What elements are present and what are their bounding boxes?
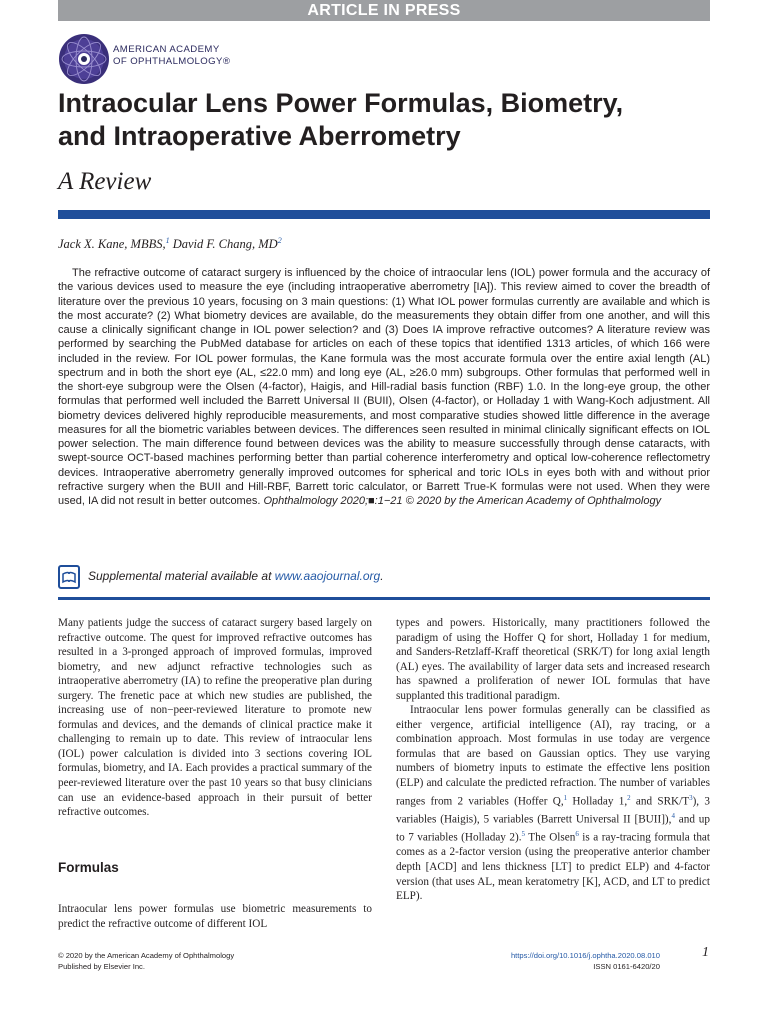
reference-6[interactable]: 6 [575, 830, 579, 839]
formulas-paragraph [58, 891, 372, 942]
text-run: and SRK/T [630, 795, 690, 808]
abstract-body: The refractive outcome of cataract surgery is influenced by the choice of intraocular lens (IOL) power formula and the accuracy of the various devices used to measure the eye (including intraoperative aberrometry [IA]). This review aimed to cover the breadth of literature over the previous 10 years, focusing on 3 main questions: (1) What IOL power formulas currently are available and which is the most accurate? (2) What biometry devices are available, do the measurements they obtain differ from one another, and will this cause a clinically significant change in IOL power selection? and (3) Does IA improve refractive outcomes? A literature review was performed by searching the PubMed database for articles on each of these topics that identified 1313 articles, of which 166 were included in the review. For IOL power formulas, the Kane formula was the most accurate formula over the entire axial length (AL) spectrum and in both the short eye (AL, ≤22.0 mm) and long eye (AL, ≥26.0 mm) subgroups. Other formulas that performed well in the short-eye subgroup were the Olsen (4-factor), Haigis, and Hill-radial basis function (RBF) 1.0. In the long-eye group, the other formulas that performed well included the Barrett Universal II (BUII), Olsen (4-factor), or Holladay 1 with Wang-Koch adjustment. All biometry devices delivered highly reproducible measurements, and most comparative studies showed little difference in the average measures for all the biometric variables between devices. The differences seen resulted in minimal clinically significant effects on IOL power selection. The main difference found between devices was the ability to measure successfully through dense cataracts, with swept-source OCT-based machines performing better than partial coherence interferometry and optical low-coherence reflectometry devices. Intraoperative aberrometry generally improved outcomes for spherical and toric IOLs in eyes both with and without prior refractive surgery when the BUII and Hill-RBF, Barrett toric calculator, or Barrett True-K formulas were not used. When they were used, IA did not result in better outcomes. [58, 267, 710, 507]
text-run: ), 3 variables (Haigis), 5 variables (Barrett Universal II [BUII]), [396, 795, 710, 826]
article-title [58, 87, 718, 153]
abstract [58, 266, 710, 508]
supplemental-end: . [380, 569, 384, 583]
reference-1[interactable]: 1 [563, 793, 568, 802]
reference-5[interactable]: 5 [521, 830, 526, 839]
author-1: Jack X. Kane, MBBS, [58, 237, 166, 252]
text-run: is a ray-tracing formula that comes as a 2-factor version (using the preoperative anterior chamber depth [ACD] and lens thickness [LT] to predict ELP) and 4-factor version (that uses AL, mean keratometry [K], ACD, and LT to predict ELP). [396, 831, 710, 903]
aao-globe-logo-icon [58, 33, 110, 85]
intro-paragraph [58, 616, 372, 820]
title-divider [58, 210, 710, 219]
reference-4[interactable]: 4 [671, 811, 675, 820]
footer-identifiers [511, 950, 660, 972]
reference-2[interactable]: 2 [627, 793, 631, 802]
organization-line-1: AMERICAN ACADEMY [113, 44, 220, 55]
text-run: and up to 7 variables (Holladay 2). [396, 813, 710, 844]
right-column [396, 616, 710, 904]
formulas-text: Intraocular lens power formulas use biometric measurements to predict the refractive outcome of different IOL [58, 903, 372, 930]
issn: ISSN 0161-6420/20 [593, 962, 660, 971]
article-subtitle: A Review [58, 168, 152, 195]
book-icon [58, 565, 80, 589]
supplemental-text [88, 569, 384, 583]
journal-link[interactable]: www.aaojournal.org [274, 569, 381, 583]
footer-copyright [58, 950, 234, 972]
author-1-affiliation[interactable]: 1 [165, 236, 170, 245]
intro-text: Many patients judge the success of cataract surgery based largely on refractive outcome. The quest for improved refractive outcomes has resulted in a 3-pronged approach of improved formulas, improved biometry, and new adjunct refractive technologies such as intraoperative aberrometry (IA) to refine the preoperative plan during surgery. The frenetic pace at which new studies are published, the increasing use of non−peer-reviewed literature to promote new formulas and devices, and the demands of clinical practice make it challenging to remain up to date. This review of intraocular lens (IOL) power calculation is divided into 3 sections covering IOL formulas, biometry, and IA. Each provides a practical summary of the peer-reviewed literature over the past 10 years so that busy clinicians can use an evidence-based approach in their pursuit of better refractive outcomes. [58, 617, 372, 819]
footer-copyright-line: © 2020 by the American Academy of Ophthalmology [58, 951, 235, 960]
section-divider [58, 597, 710, 600]
reference-3[interactable]: 3 [689, 793, 693, 802]
author-list [58, 236, 282, 252]
title-line-2: and Intraoperative Aberrometry [58, 121, 461, 151]
footer-publisher-line: Published by Elsevier Inc. [58, 962, 145, 971]
page-number: 1 [702, 945, 709, 960]
supplemental-material-note [58, 563, 710, 593]
text-run: Intraocular lens power formulas generally can be classified as either vergence, artificial intelligence (AI), ray tracing, or a combination approach. Most formulas in use today are vergence formulas that are based on Gaussian optics. They use varying numbers of biometry inputs to estimate the effective lens position (ELP) and calculate the predicted refraction. The number of variables ranges from 2 variables (Hoffer Q, [396, 704, 710, 808]
section-heading-formulas: Formulas [58, 860, 119, 875]
doi-link[interactable]: https://doi.org/10.1016/j.ophtha.2020.08.010 [510, 951, 660, 960]
author-2: David F. Chang, MD [172, 237, 278, 252]
supplemental-label: Supplemental material available at [88, 569, 275, 583]
title-line-1: Intraocular Lens Power Formulas, Biometry, [58, 88, 624, 118]
right-paragraph-1: types and powers. Historically, many practitioners followed the paradigm of using the Hoffer Q for short, Holladay 1 for medium, and Sanders-Retzlaff-Kraff theoretical (SRK/T) for long axial length (AL) eyes. The availability of larger data sets and increased research has spawned a proliferation of newer IOL formulas that have supplanted this traditional paradigm. [396, 617, 710, 702]
abstract-citation: Ophthalmology 2020;■:1−21 © 2020 by the American Academy of Ophthalmology [263, 495, 662, 507]
right-paragraph-2 [396, 703, 710, 903]
organization-line-2: OF OPHTHALMOLOGY® [113, 56, 231, 67]
text-run: Holladay 1, [567, 795, 628, 808]
text-run: The Olsen [525, 831, 576, 844]
author-2-affiliation[interactable]: 2 [277, 236, 282, 245]
organization-name [113, 44, 230, 68]
article-in-press-banner: ARTICLE IN PRESS [58, 0, 710, 21]
